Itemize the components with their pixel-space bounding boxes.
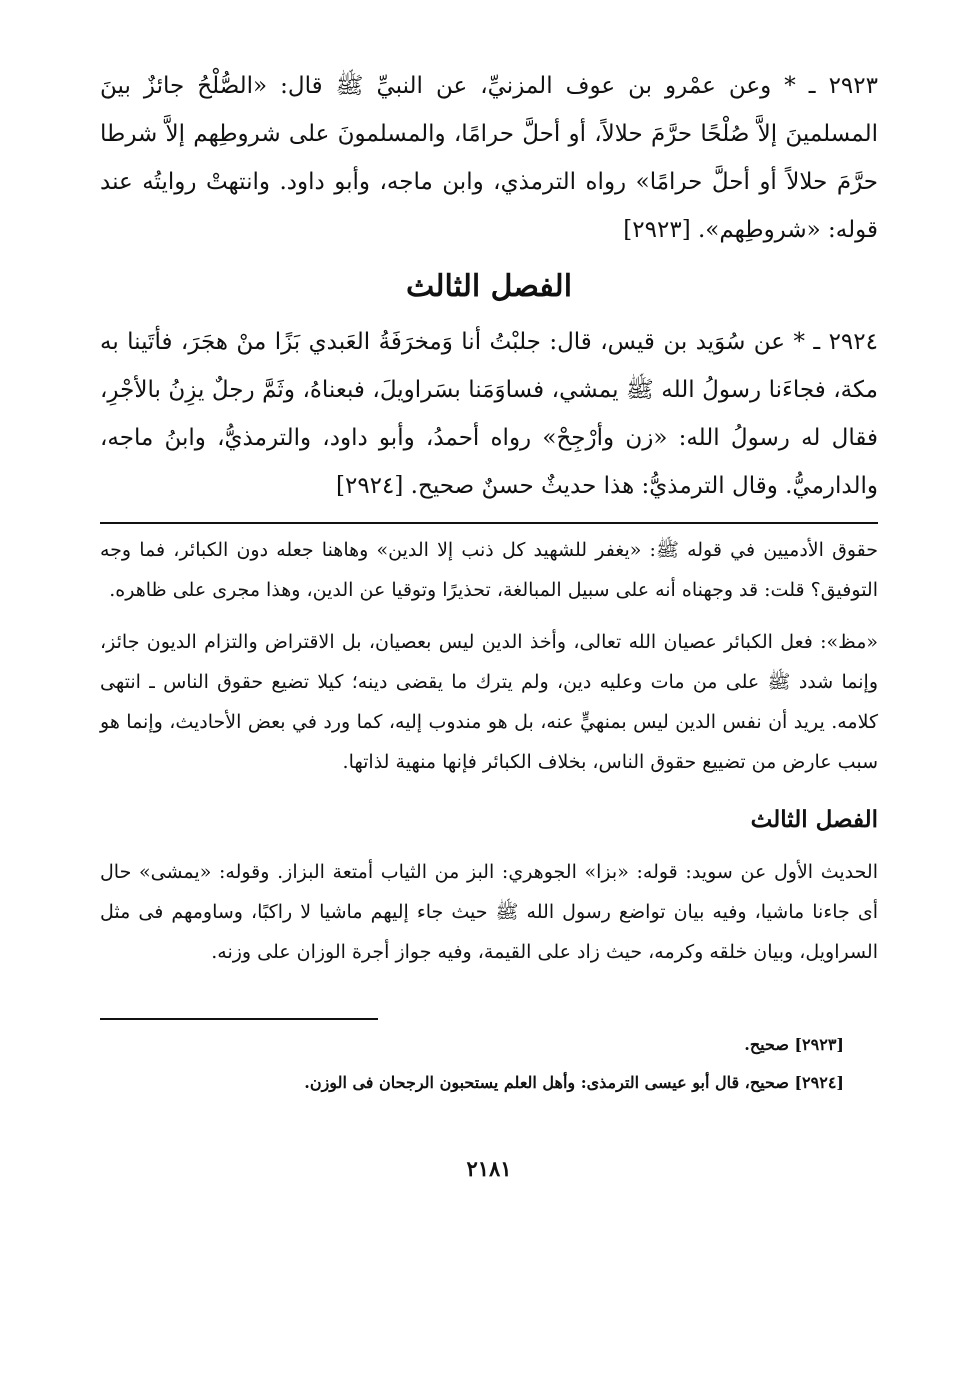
- footnote-2923: [٢٩٢٣] صحيح.: [744, 1035, 844, 1054]
- page-number: ٢١٨١: [466, 1156, 512, 1181]
- commentary-paragraph-2: «مظ»: فعل الكبائر عصيان الله تعالى، وأخذ الدين ليس بعصيان، بل الاقتراض والتزام الديون جائز، وإنما شدد ﷺ على من مات وعليه دين، ولم يترك ما يقضى دينه؛ كيلا تضيع حقوق الناس ـ انتهى كلامه. يريد أن نفس الدين ليس بمنهيٍّ عنه، بل هو مندوب إليه، كما ورد في بعض الأحاديث، وإنما هو سبب عارض من تضييع حقوق الناس، بخلاف الكبائر فإنها منهية لذاتها.: [100, 631, 878, 773]
- book-page: [100, 62, 878, 1181]
- commentary-paragraph-3: الحديث الأول عن سويد: قوله: «بزا» الجوهري: البز من الثياب أمتعة البزاز. وقوله: «يمشى» حال أى جاءنا ماشيا، وفيه بيان تواضع رسول الله ﷺ حيث جاء إليهم ماشيا لا راكبًا، وساومهم فى مثل السراويل، وبيان خلقه وكرمه، حيث زاد على القيمة، وفيه جواز أجرة الوزان على وزنه.: [100, 861, 878, 963]
- commentary-section: [100, 530, 878, 972]
- commentary-heading: الفصل الثالث: [750, 806, 878, 833]
- section-heading: الفصل الثالث: [405, 269, 573, 304]
- footnote-2924: [٢٩٢٤] صحيح، قال أبو عيسى الترمذى: وأهل العلم يستحبون الرجحان فى الوزن.: [304, 1073, 844, 1092]
- footnotes: [100, 1026, 878, 1102]
- footnote-rule: [100, 1018, 378, 1020]
- hadith-2923: ٢٩٢٣ ـ * وعن عمْرو بن عوف المزنيِّ، عن النبيِّ ﷺ قال: «الصُّلْحُ جائزٌ بينَ المسلمينَ إلاَّ صُلْحًا حرَّمَ حلالاً، أو أحلَّ حرامًا، والمسلمونَ على شروطِهم إلاَّ شرطا حرَّمَ حلالاً أو أحلَّ حرامًا» رواه الترمذي، وابن ماجه، وأبو داود. وانتهتْ روايتُه عند قوله: «شروطِهم». [٢٩٢٣]: [100, 73, 878, 243]
- hadith-2924: ٢٩٢٤ ـ * عن سُوَيد بن قيس، قال: جلبْتُ أنا وَمخرَفَةُ العَبدي بَزًا منْ هجَرَ، فأتَينا به مكة، فجاءَنا رسولُ الله ﷺ يمشي، فساوَمَنا بسَراويلَ، فبعناهُ، وثَمَّ رجلٌ يزِنُ بالأجْرِ، فقال له رسولُ الله: «زن وأرْجِحْ» رواه أحمدُ، وأبو داود، والترمذيُّ، وابنُ ماجه، والدارميُّ. وقال الترمذيُّ: هذا حديثٌ حسنٌ صحيح. [٢٩٢٤]: [100, 329, 878, 499]
- commentary-divider: [100, 522, 878, 524]
- commentary-paragraph-1: حقوق الأدميين في قوله ﷺ: «يغفر للشهيد كل ذنب إلا الدين» وهاهنا جعله دون الكبائر، فما وجه التوفيق؟ قلت: قد وجهناه أنه على سبيل المبالغة، تحذيرًا وتوقيا عن الدين، وهذا مجرى على ظاهره.: [100, 539, 878, 601]
